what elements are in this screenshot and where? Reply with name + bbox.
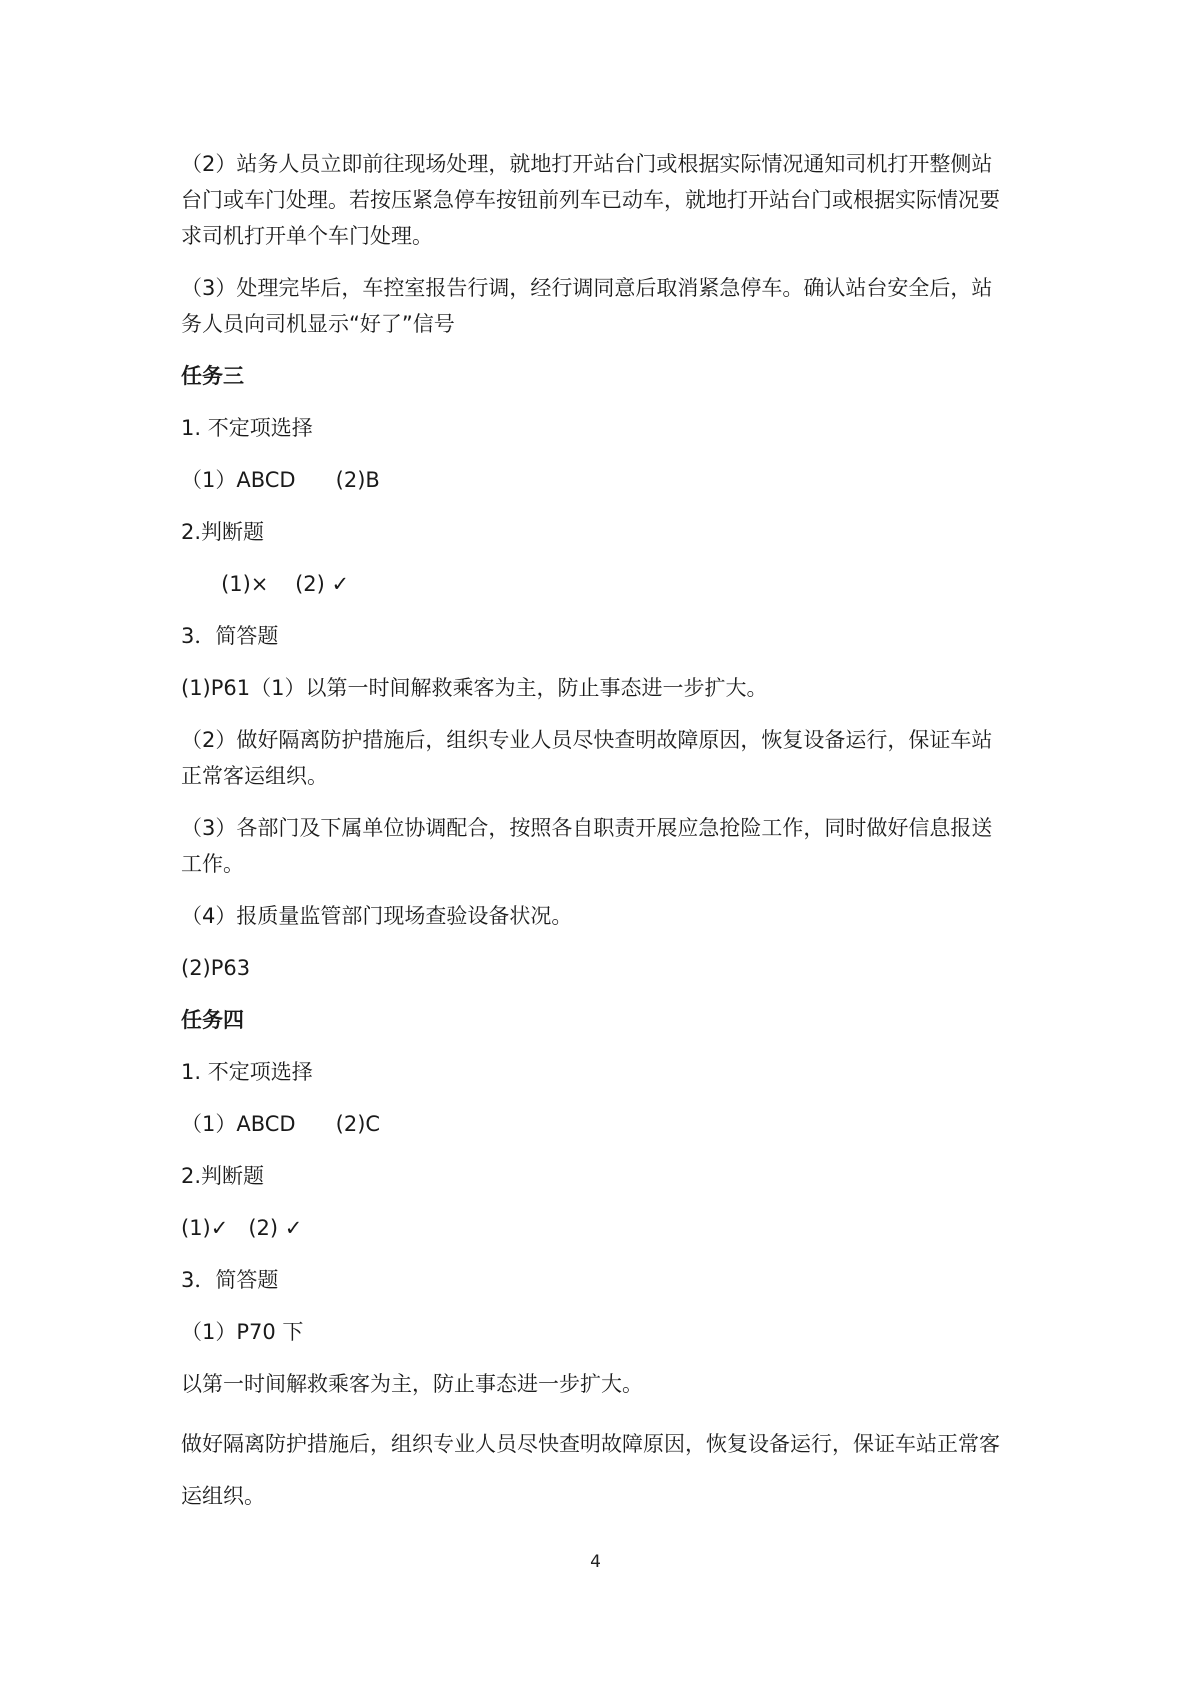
paragraph-cancel-emergency-stop: （3）处理完毕后，车控室报告行调，经行调同意后取消紧急停车。确认站台安全后，站务人员向司机显示“好了”信号 <box>181 276 993 336</box>
section-heading-task-4: 任务四 <box>181 1008 244 1032</box>
answer-true-false: (1)✓ (2) ✓ <box>181 1216 303 1240</box>
question-heading-multiple-choice: 1. 不定项选择 <box>181 1060 313 1084</box>
answer-short-answer-1: (1)P61（1）以第一时间解救乘客为主，防止事态进一步扩大。 <box>181 676 768 700</box>
answer-rescue-passengers: 以第一时间解救乘客为主，防止事态进一步扩大。 <box>181 1372 643 1396</box>
question-heading-short-answer: 3．简答题 <box>181 1268 279 1292</box>
answer-true-false: (1)× (2) ✓ <box>181 572 350 596</box>
answer-short-answer-3: （3）各部门及下属单位协调配合，按照各自职责开展应急抢险工作，同时做好信息报送工作。 <box>181 816 993 876</box>
answer-page-reference: (2)P63 <box>181 956 251 980</box>
answer-multiple-choice: （1）ABCD (2)B <box>181 468 380 492</box>
question-heading-multiple-choice: 1. 不定项选择 <box>181 416 313 440</box>
question-heading-true-false: 2.判断题 <box>181 1164 265 1188</box>
page-content <box>181 146 1013 1522</box>
page-number: 4 <box>590 1552 601 1572</box>
paragraph-station-staff-handling: （2）站务人员立即前往现场处理，就地打开站台门或根据实际情况通知司机打开整侧站台门或车门处理。若按压紧急停车按钮前列车已动车，就地打开站台门或根据实际情况要求司机打开单个车门处理。 <box>181 152 1000 248</box>
answer-multiple-choice: （1）ABCD (2)C <box>181 1112 381 1136</box>
question-heading-true-false: 2.判断题 <box>181 520 265 544</box>
question-heading-short-answer: 3．简答题 <box>181 624 279 648</box>
section-heading-task-3: 任务三 <box>181 364 244 388</box>
answer-page-reference: （1）P70 下 <box>181 1320 304 1344</box>
answer-short-answer-2: （2）做好隔离防护措施后，组织专业人员尽快查明故障原因，恢复设备运行，保证车站正常客运组织。 <box>181 728 993 788</box>
answer-isolation-protection: 做好隔离防护措施后，组织专业人员尽快查明故障原因，恢复设备运行，保证车站正常客运组织。 <box>181 1432 1000 1508</box>
answer-short-answer-4: （4）报质量监管部门现场查验设备状况。 <box>181 904 573 928</box>
